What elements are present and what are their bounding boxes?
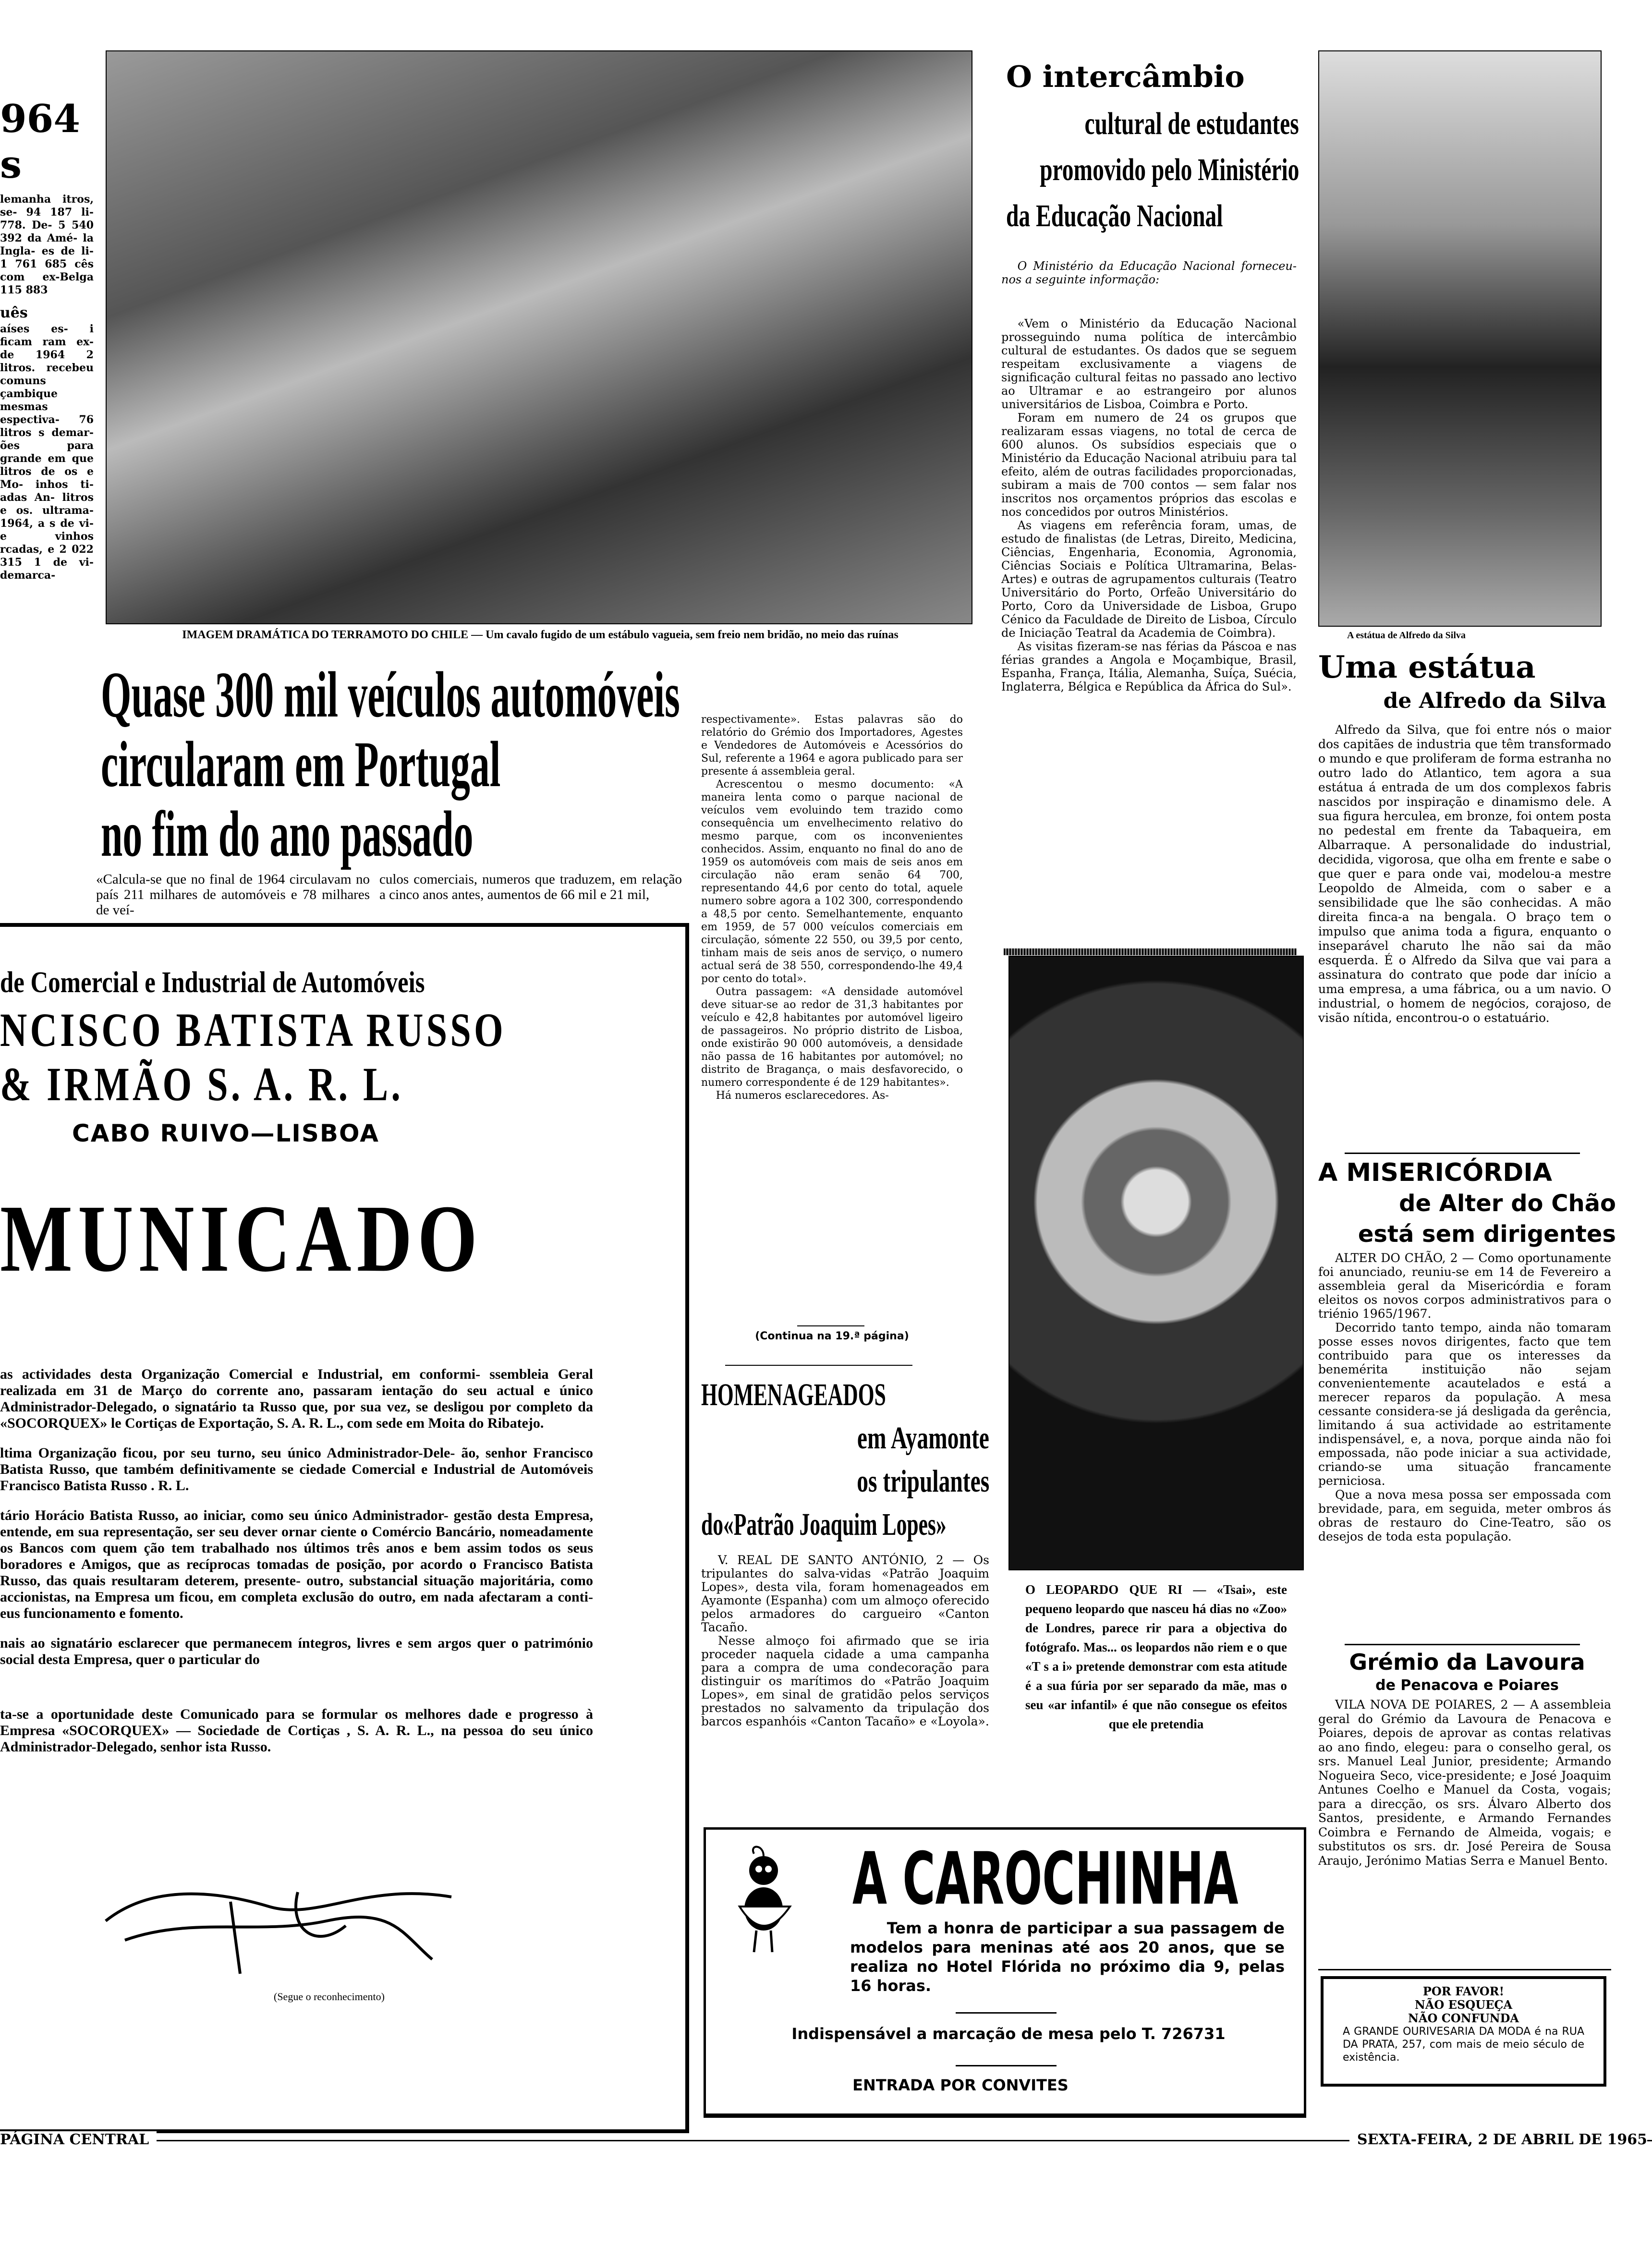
company-name-1: NCISCO BATISTA RUSSO [0,1003,506,1057]
paragraph: ltima Organização ficou, por seu turno, seu único Administrador-Dele- ão, senhor Francisco Batista Russo, que também definitivamente se ciedade Comercial e Industrial de Automóveis Francisco Batista Russo . R. L. [0,1445,593,1494]
paragraph: tário Horácio Batista Russo, ao iniciar, como seu único Administrador- gestão desta Empresa, entende, em sua representação, ser seu dever ornar ciente o Comércio Bancário, nomeadamente os Bancos com quem ção tem trabalhado nos últimos três anos e bem assim todos os seus boradores e Amigos, que as recíprocas tomadas de posição, por acordo o Francisco Batista Russo, das quais resultaram deterem, presente- outro, substancial situação majoritária, como accionistas, na Empresa um ficou, em completa exclusão do outro, em nada afectaram a conti- eus funcionamento e fomento. [0,1507,593,1621]
fragment-body-1: lemanha itros, se- 94 187 li- 778. De- 5 540 392 da Amé- la Ingla- es de li- 1 761 685 cês com ex-Belga 115 883 [0,193,94,296]
gremio-headline [1318,1648,1616,1695]
headline-line-2: circularam em Portugal [101,729,501,801]
paragraph: Decorrido tanto tempo, ainda não tomaram posse esses novos dirigentes, facto que tem contribuido para que os interesses da benemérita instituição não sejam convenientemente acautelados e está a merecer reparos da população. A mesa cessante considera-se já desligada da gerência, limitando á sua actividade ao estritamente indispensável, e, a nova, porque ainda não foi empossada, não pode iniciar a sua actividade, criando-se uma situação francamente perniciosa. [1318,1321,1611,1488]
headline-line: Grémio da Lavoura [1349,1649,1585,1675]
carochinha-body: Tem a honra de participar a sua passagem de modelos para meninas até aos 20 anos, que se realiza no Hotel Flórida no próximo dia 9, pelas 16 horas. [850,1919,1285,1995]
paragraph: V. REAL DE SANTO ANTÓNIO, 2 — Os tripulantes do salva-vidas «Patrão Joaquim Lopes», desta vila, foram homenageados em Ayamonte (Espanha) com um almoço oferecido pelos armadores do cargueiro «Canton Tacaño. [701,1553,989,1634]
statue-headline [1318,648,1606,716]
headline-line: A MISERICÓRDIA [1318,1158,1552,1187]
headline-line: de Penacova e Poiares [1375,1677,1559,1694]
statue-body [1318,723,1611,1025]
ad-line: NÃO ESQUEÇA [1414,1998,1513,2012]
caption-rest: «Tsai», este pequeno leopardo que nasceu há dias no «Zoo» de Londres, parece rir para a objectiva do fotógrafo. Mas... os leopardos não riem e o que «T s a i» pretende demonstrar com esta atitude é a sua fúria por ser separado da mãe, mas o seu «ar infantil» é que não consegue os efeitos que ele pretendia [1025,1582,1287,1731]
footer-section: PÁGINA CENTRAL [0,2131,157,2148]
statue-photo-caption: A estátua de Alfredo da Silva [1347,630,1466,641]
chile-photo-caption [115,628,965,642]
paragraph: as actividades desta Organização Comercial e Industrial, em conformi- ssembleia Geral realizada em 31 de Março do corrente ano, passaram ientação do seu actual e único Administrador-Delegado, o signatário ta Russo que, por sua vez, se desligou por completo da «SOCORQUEX» le Cortiças de Exportação, S. A. R. L., com sede em Moita do Ribatejo. [0,1366,593,1431]
headline-line: O intercâmbio [1006,59,1245,94]
headline-line: em Ayamonte [857,1421,989,1456]
left-fragment-column [0,96,94,582]
leopard-caption [1025,1580,1287,1734]
company-name-2: & IRMÃO S. A. R. L. [0,1057,404,1111]
fragment-body-2: aíses es- i ficam ram ex- de 1964 2 litros. recebeu comuns çambique mesmas espectiva- 76 litros s demar- ões para grande em que litros de os e Mo- inhos ti- adas An- litros e os. ultrama- 1964, a s de vi- e vinhos rcadas, e 2 022 315 1 de vi- demarca- [0,323,94,582]
vehicles-col-2: culos comerciais, numeros que traduzem, em relação a cinco anos antes, aumentos de 66 mil e 21 mil, [379,872,682,902]
beetle-girl-icon [730,1844,797,1955]
headline-line-1: Quase 300 mil veículos automóveis [101,659,680,731]
signature-note: (Segue o reconhecimento) [274,1991,385,2003]
continued-note: (Continua na 19.ª página) [755,1330,909,1342]
ad-line: POR FAVOR! [1422,1984,1505,1998]
headline-line: Uma estátua [1318,649,1536,685]
company-location: CABO RUIVO—LISBOA [72,1119,379,1147]
paragraph: Que a nova mesa possa ser empossada com brevidade, para, em seguida, meter ombros ás obras de restauro do Cine-Teatro, são os desejos de toda esta população. [1318,1488,1611,1543]
paragraph: Acrescentou o mesmo documento: «A maneira lenta como o parque nacional de veículos vem evoluindo tem trazido como consequência um envelhecimento relativo do mesmo parque, com os inconvenientes conhecidos. Assim, enquanto no final do ano de 1959 os automóveis com mais de seis anos em circulação não eram senão 64 700, representando 44,6 por cento do total, aquele numero sobre agora a 102 300, correspondendo a 48,5 por cento. Semelhantemente, enquanto em 1959, de 57 000 veículos comerciais em circulação, sómente 22 550, ou 39,5 por cento, tinham mais de seis anos de serviço, o numero actual será de 38 550, correspondendo-lhe 49,4 por cento do total». [701,778,963,985]
paragraph: Há numeros esclarecedores. As- [716,1090,889,1102]
photo-top-border [1004,948,1297,955]
carochinha-entry: ENTRADA POR CONVITES [852,2076,1069,2094]
paragraph: VILA NOVA DE POIARES, 2 — A assembleia geral do Grémio da Lavoura de Penacova e Poiares, depois de aprovar as contas relativas ao ano findo, elegeu: para o conselho geral, os srs. Manuel Leal Junior, presidente; Armando Nogueira Seco, vice-presidente; e José Joaquim Antunes Coelho e Manuel da Costa, vogais; para a direcção, os srs. Álvaro Alberto dos Santos, presidente, e Armando Fernandes Coimbra e Fernando de Almeida, vogais; e substitutos os srs. dr. José Pereira de Sousa Araujo, Jerónimo Matias Serra e Manuel Bento. [1318,1698,1611,1868]
headline-line: HOMENAGEADOS [701,1377,886,1412]
fragment-headline-1: 964 [0,96,80,141]
ad-body: A GRANDE OURIVESARIA DA MODA é na RUA DA PRATA, 257, com mais de meio século de existência. [1343,2026,1584,2064]
headline-line: de Alfredo da Silva [1383,689,1606,713]
divider [956,2012,1057,2014]
intercambio-body [1001,317,1297,693]
fragment-subhead: uês [0,304,28,321]
ad-line: NÃO CONFUNDA [1408,2011,1519,2025]
divider [1318,1969,1611,1970]
chile-earthquake-photo [106,50,972,624]
headline-line: de Alter do Chão [1399,1190,1616,1217]
intercambio-lead: O Ministério da Educação Nacional forneceu-nos a seguinte informação: [1001,259,1297,286]
homenageados-headline [701,1373,989,1546]
divider [1345,1153,1580,1154]
signature-icon [96,1863,461,1983]
misericordia-headline [1318,1157,1616,1250]
carochinha-phone: Indispensável a marcação de mesa pelo T. 726731 [791,2025,1226,2043]
divider [956,2065,1057,2066]
homenageados-body [701,1554,989,1728]
caption-rest: — Um cavalo fugido de um estábulo vagueia, sem freio nem bridão, no meio das ruínas [471,629,899,641]
headline-line: da Educação Nacional [1006,198,1223,233]
ourivesaria-ad [1321,1976,1606,2087]
paragraph: ALTER DO CHÃO, 2 — Como oportunamente foi anunciado, reuniu-se em 14 de Fevereiro a assembleia geral da Misericórdia e foram eleitos os novos corpos administrativos para o triénio 1965/1967. [1318,1251,1611,1321]
headline-line: cultural de estudantes [1084,106,1299,141]
paragraph: As viagens em referência foram, umas, de estudo de finalistas (de Letras, Direito, Medicina, Ciências, Engenharia, Economia, Agronomia, Ciências Sociais e Política Ultramarina, Belas-Artes) e outras de agrupamentos culturais (Teatro Universitário do Porto, Orfeão Universitário do Porto, Coro da Universidade de Lisboa, Grupo Cénico da Faculdade de Direito de Lisboa, Círculo de Iniciação Teatral da Academia de Coimbra). [1001,519,1297,640]
headline-row [1006,147,1299,193]
vehicles-col-3 [701,713,963,1102]
paragraph: «Vem o Ministério da Educação Nacional prosseguindo numa política de intercâmbio cultural de estudantes. Os dados que se seguem respeitam exclusivamente a viagens de significação cultural feitas no passado ano lectivo ao Ultramar e ao estrangeiro por alunos universitários de Lisboa, Coimbra e Porto. [1001,317,1297,411]
headline-line: está sem dirigentes [1358,1221,1616,1248]
divider [725,1365,912,1366]
comunicado-body [0,1366,593,1755]
paragraph: Alfredo da Silva, que foi entre nós o maior dos capitães de industria que têm transformado o mundo e que proliferam de forma estranha no outro lado do Atlantico, tem agora a sua estátua á entrada de um dos complexos fabris nascidos por inspiração e dinamismo dele. A sua figura herculea, em bronze, foi ontem posta no pedestal em frente da Tabaqueira, em Albarraque. A personalidade do industrial, decidida, vigorosa, que olha em frente e sabe o que quer e para onde vai, modelou-a mestre Leopoldo de Almeida, com o saber e a sensibilidade que lhe são conhecidas. A mão direita finca-a na bengala. O braço tem o impulso que anima toda a figura, enquanto o inseparável charuto lhe não sai da mão esquerda. É o Alfredo da Silva que vai para a assinatura do contrato que pode dar início a uma empresa, a uma fábrica, ou a um navio. O industrial, o homem de negócios, corajoso, de visão nítida, encontrou-o o estatuário. [1318,723,1611,1025]
divider [797,1325,864,1326]
statue-photo [1318,50,1602,627]
headline-row [701,1417,989,1460]
paragraph: Foram em numero de 24 os grupos que realizaram essas viagens, no total de cerca de 600 alunos. Os subsídios especiais que o Ministério da Educação Nacional atribuiu para tal efeito, além de outras facilidades proporcionadas, subiram a mais de 700 contos — sem falar nos inscritos nos orçamentos próprios das escolas e nos concedidos por outros Ministérios. [1001,411,1297,519]
carochinha-title: A CAROCHINHA [852,1837,1239,1921]
caption-bold: IMAGEM DRAMÁTICA DO TERRAMOTO DO CHILE [182,629,469,641]
vehicles-col-1: «Calcula-se que no final de 1964 circulavam no país 211 milhares de automóveis e 78 milhares de veí- [96,872,370,918]
misericordia-body [1318,1251,1611,1543]
paragraph: Nesse almoço foi afirmado que se iria proceder naquela cidade a uma campanha para a compra de uma condecoração para distinguir os marítimos do «Patrão Joaquim Lopes», em sinal de gratidão pelos serviços prestados no salvamento da tripulação dos barcos espanhóis «Canton Tacaño» e «Loyola». [701,1634,989,1728]
company-line: de Comercial e Industrial de Automóveis [0,966,425,999]
paragraph: As visitas fizeram-se nas férias da Páscoa e nas férias grandes a Angola e Moçambique, Brasil, Espanha, França, Itália, Alemanha, Suíça, Suécia, Inglaterra, Bélgica e República da África do Sul». [1001,640,1297,693]
paragraph: Outra passagem: «A densidade automóvel deve situar-se ao redor de 31,3 habitantes por veículo e 42,8 habitantes por automóvel ligeiro de passageiros. No próprio distrito de Lisboa, onde existirão 90 000 automóveis, a densidade não passa de 16 habitantes por automóvel; no distrito de Bragança, o mais desfavorecido, o numero correspondente é de 129 habitantes». [701,986,963,1089]
headline-line: os tripulantes [857,1464,989,1499]
headline-line: do«Patrão Joaquim Lopes» [701,1507,947,1542]
footer-date: SEXTA-FEIRA, 2 DE ABRIL DE 1965 [1349,2131,1647,2148]
fragment-headline-2: s [0,142,22,187]
headline-row [1006,101,1299,147]
gremio-body [1318,1698,1611,1868]
caption-bold: O LEOPARDO QUE RI — [1025,1582,1206,1597]
paragraph: nais ao signatário esclarecer que permanecem íntegros, livres e sem argos quer o património social desta Empresa, quer o particular do [0,1635,593,1667]
divider [1345,1644,1580,1645]
paragraph: respectivamente». Estas palavras são do relatório do Grémio dos Importadores, Agestes e Vendedores de Automóveis e Acessórios do Sul, referente a 1964 e agora publicado para ser presente á assembleia geral. [701,714,963,777]
leopard-photo [1008,956,1304,1570]
headline-row [701,1460,989,1503]
comunicado-title: MUNICADO [0,1186,483,1292]
intercambio-headline [1006,53,1299,239]
headline-line: promovido pelo Ministério [1039,152,1299,187]
headline-line-3: no fim do ano passado [101,798,474,870]
paragraph: ta-se a oportunidade deste Comunicado para se formular os melhores dade e progresso à Empresa «SOCORQUEX» — Sociedade de Cortiças , S. A. R. L., na pessoa do seu único Administrador-Delegado, senhor ista Russo. [0,1706,593,1755]
